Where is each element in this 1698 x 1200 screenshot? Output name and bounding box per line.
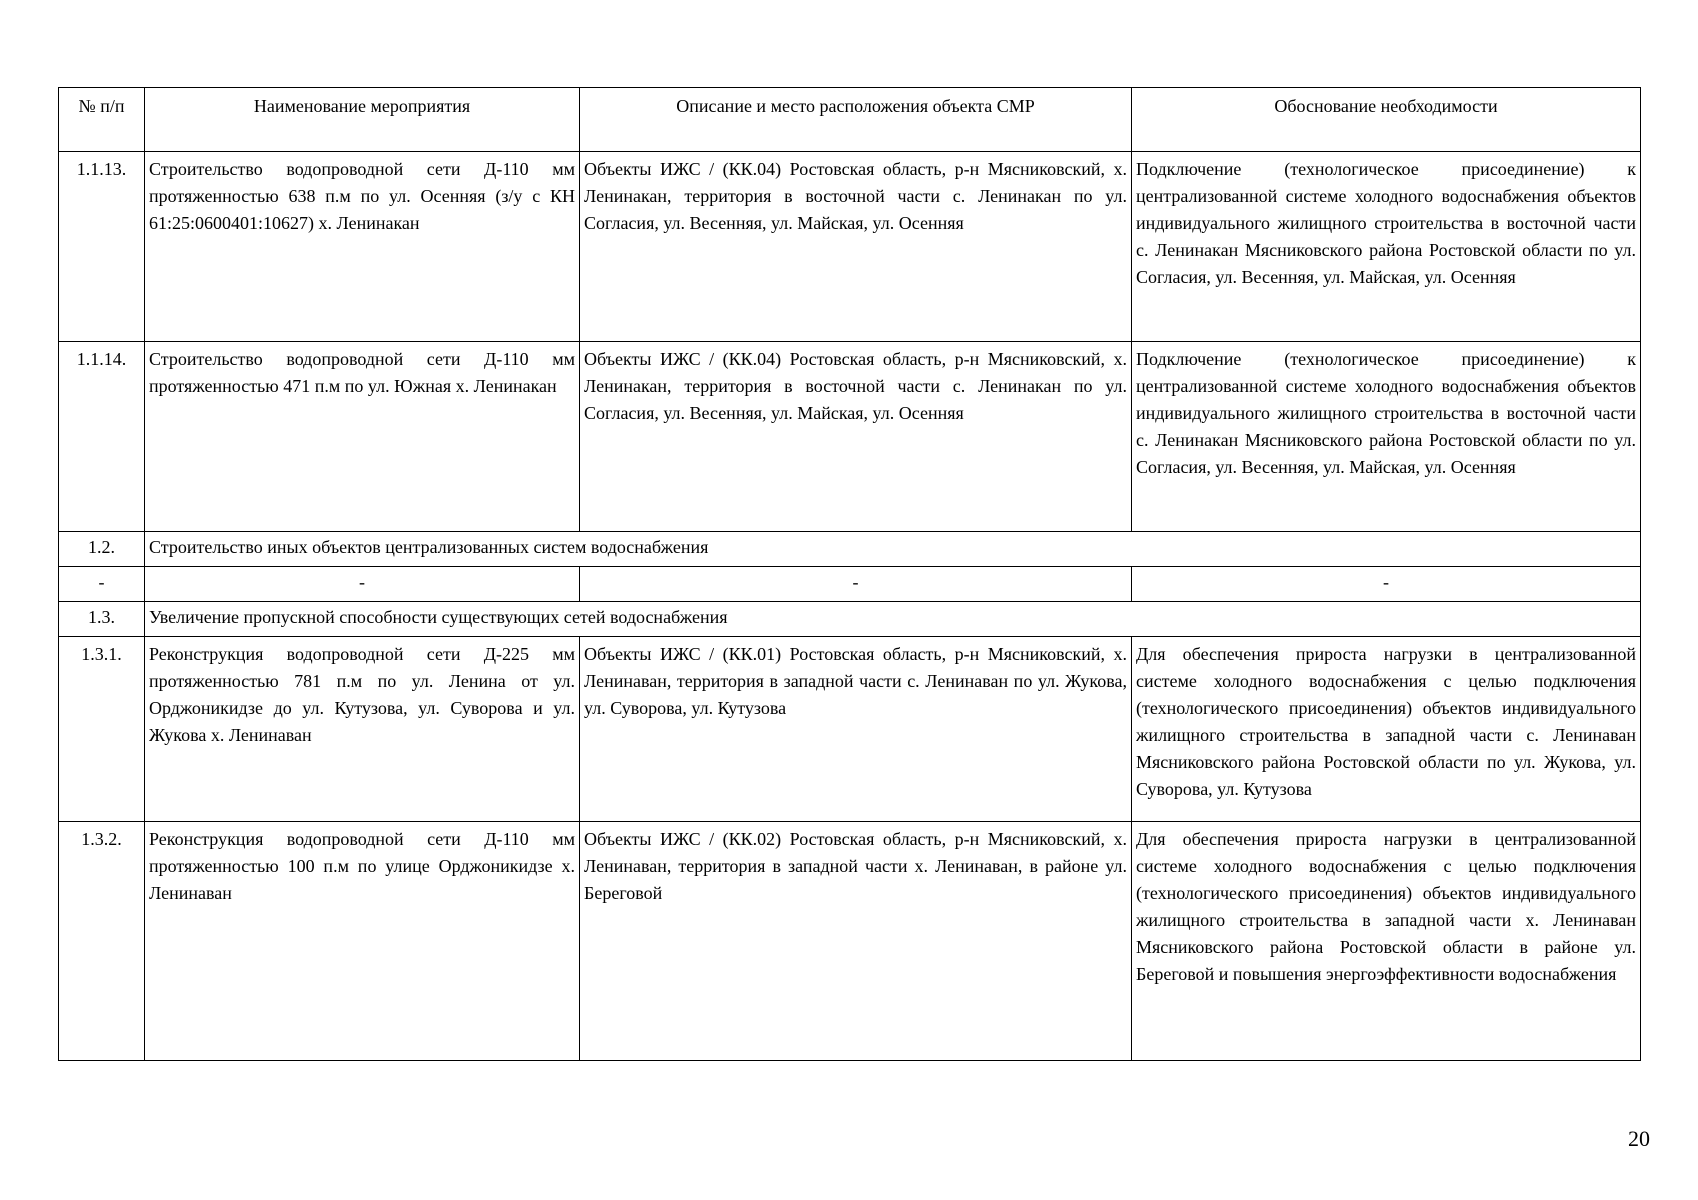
row-name: Реконструкция водопроводной сети Д-110 мм протяженностью 100 п.м по улице Орджоникидзе х. Ленинаван xyxy=(145,822,580,1061)
table-row xyxy=(59,822,1641,1061)
row-reason: Подключение (технологическое присоединение) к централизованной системе холодного водоснабжения объектов индивидуального жилищного строительства в восточной части с. Ленинакан Мясниковского района Ростовской области по ул. Согласия, ул. Весенняя, ул. Майская, ул. Осенняя xyxy=(1132,152,1641,342)
row-reason: Подключение (технологическое присоединение) к централизованной системе холодного водоснабжения объектов индивидуального жилищного строительства в восточной части с. Ленинакан Мясниковского района Ростовской области по ул. Согласия, ул. Весенняя, ул. Майская, ул. Осенняя xyxy=(1132,342,1641,532)
row-name: Строительство водопроводной сети Д-110 мм протяженностью 471 п.м по ул. Южная х. Ленинакан xyxy=(145,342,580,532)
dash-cell: - xyxy=(580,567,1132,602)
row-desc: Объекты ИЖС / (КК.01) Ростовская область, р-н Мясниковский, х. Ленинаван, территория в западной части с. Ленинаван по ул. Жукова, ул. Суворова, ул. Кутузова xyxy=(580,637,1132,822)
table-row xyxy=(59,152,1641,342)
table-row xyxy=(59,342,1641,532)
row-num: 1.1.13. xyxy=(59,152,145,342)
table-row xyxy=(59,637,1641,822)
row-num: 1.3.1. xyxy=(59,637,145,822)
page-number: 20 xyxy=(1628,1126,1650,1151)
row-num: 1.1.14. xyxy=(59,342,145,532)
section-row-1-2 xyxy=(59,532,1641,567)
section-title: Строительство иных объектов централизованных систем водоснабжения xyxy=(145,532,1641,567)
dash-cell: - xyxy=(1132,567,1641,602)
section-num: 1.2. xyxy=(59,532,145,567)
dash-row xyxy=(59,567,1641,602)
header-col-num: № п/п xyxy=(59,88,145,152)
header-col-name: Наименование мероприятия xyxy=(145,88,580,152)
row-desc: Объекты ИЖС / (КК.04) Ростовская область, р-н Мясниковский, х. Ленинакан, территория в восточной части с. Ленинакан по ул. Согласия, ул. Весенняя, ул. Майская, ул. Осенняя xyxy=(580,342,1132,532)
row-name: Реконструкция водопроводной сети Д-225 мм протяженностью 781 п.м по ул. Ленина от ул. Орджоникидзе до ул. Кутузова, ул. Суворова и ул. Жукова х. Ленинаван xyxy=(145,637,580,822)
row-reason: Для обеспечения прироста нагрузки в централизованной системе холодного водоснабжения с целью подключения (технологического присоединения) объектов индивидуального жилищного строительства в западной части с. Ленинаван Мясниковского района Ростовской области по ул. Жукова, ул. Суворова, ул. Кутузова xyxy=(1132,637,1641,822)
section-num: 1.3. xyxy=(59,602,145,637)
row-desc: Объекты ИЖС / (КК.02) Ростовская область, р-н Мясниковский, х. Ленинаван, территория в западной части х. Ленинаван, в районе ул. Береговой xyxy=(580,822,1132,1061)
dash-cell: - xyxy=(145,567,580,602)
measures-table xyxy=(58,87,1641,1061)
row-name: Строительство водопроводной сети Д-110 мм протяженностью 638 п.м по ул. Осенняя (з/у с КН 61:25:0600401:10627) х. Ленинакан xyxy=(145,152,580,342)
row-num: 1.3.2. xyxy=(59,822,145,1061)
row-reason: Для обеспечения прироста нагрузки в централизованной системе холодного водоснабжения с целью подключения (технологического присоединения) объектов индивидуального жилищного строительства в западной части х. Ленинаван Мясниковского района Ростовской области в районе ул. Береговой и повышения энергоэффективности водоснабжения xyxy=(1132,822,1641,1061)
section-title: Увеличение пропускной способности существующих сетей водоснабжения xyxy=(145,602,1641,637)
dash-cell: - xyxy=(59,567,145,602)
header-col-reason: Обоснование необходимости xyxy=(1132,88,1641,152)
header-col-desc: Описание и место расположения объекта СМР xyxy=(580,88,1132,152)
row-desc: Объекты ИЖС / (КК.04) Ростовская область, р-н Мясниковский, х. Ленинакан, территория в восточной части с. Ленинакан по ул. Согласия, ул. Весенняя, ул. Майская, ул. Осенняя xyxy=(580,152,1132,342)
section-row-1-3 xyxy=(59,602,1641,637)
table-header-row xyxy=(59,88,1641,152)
